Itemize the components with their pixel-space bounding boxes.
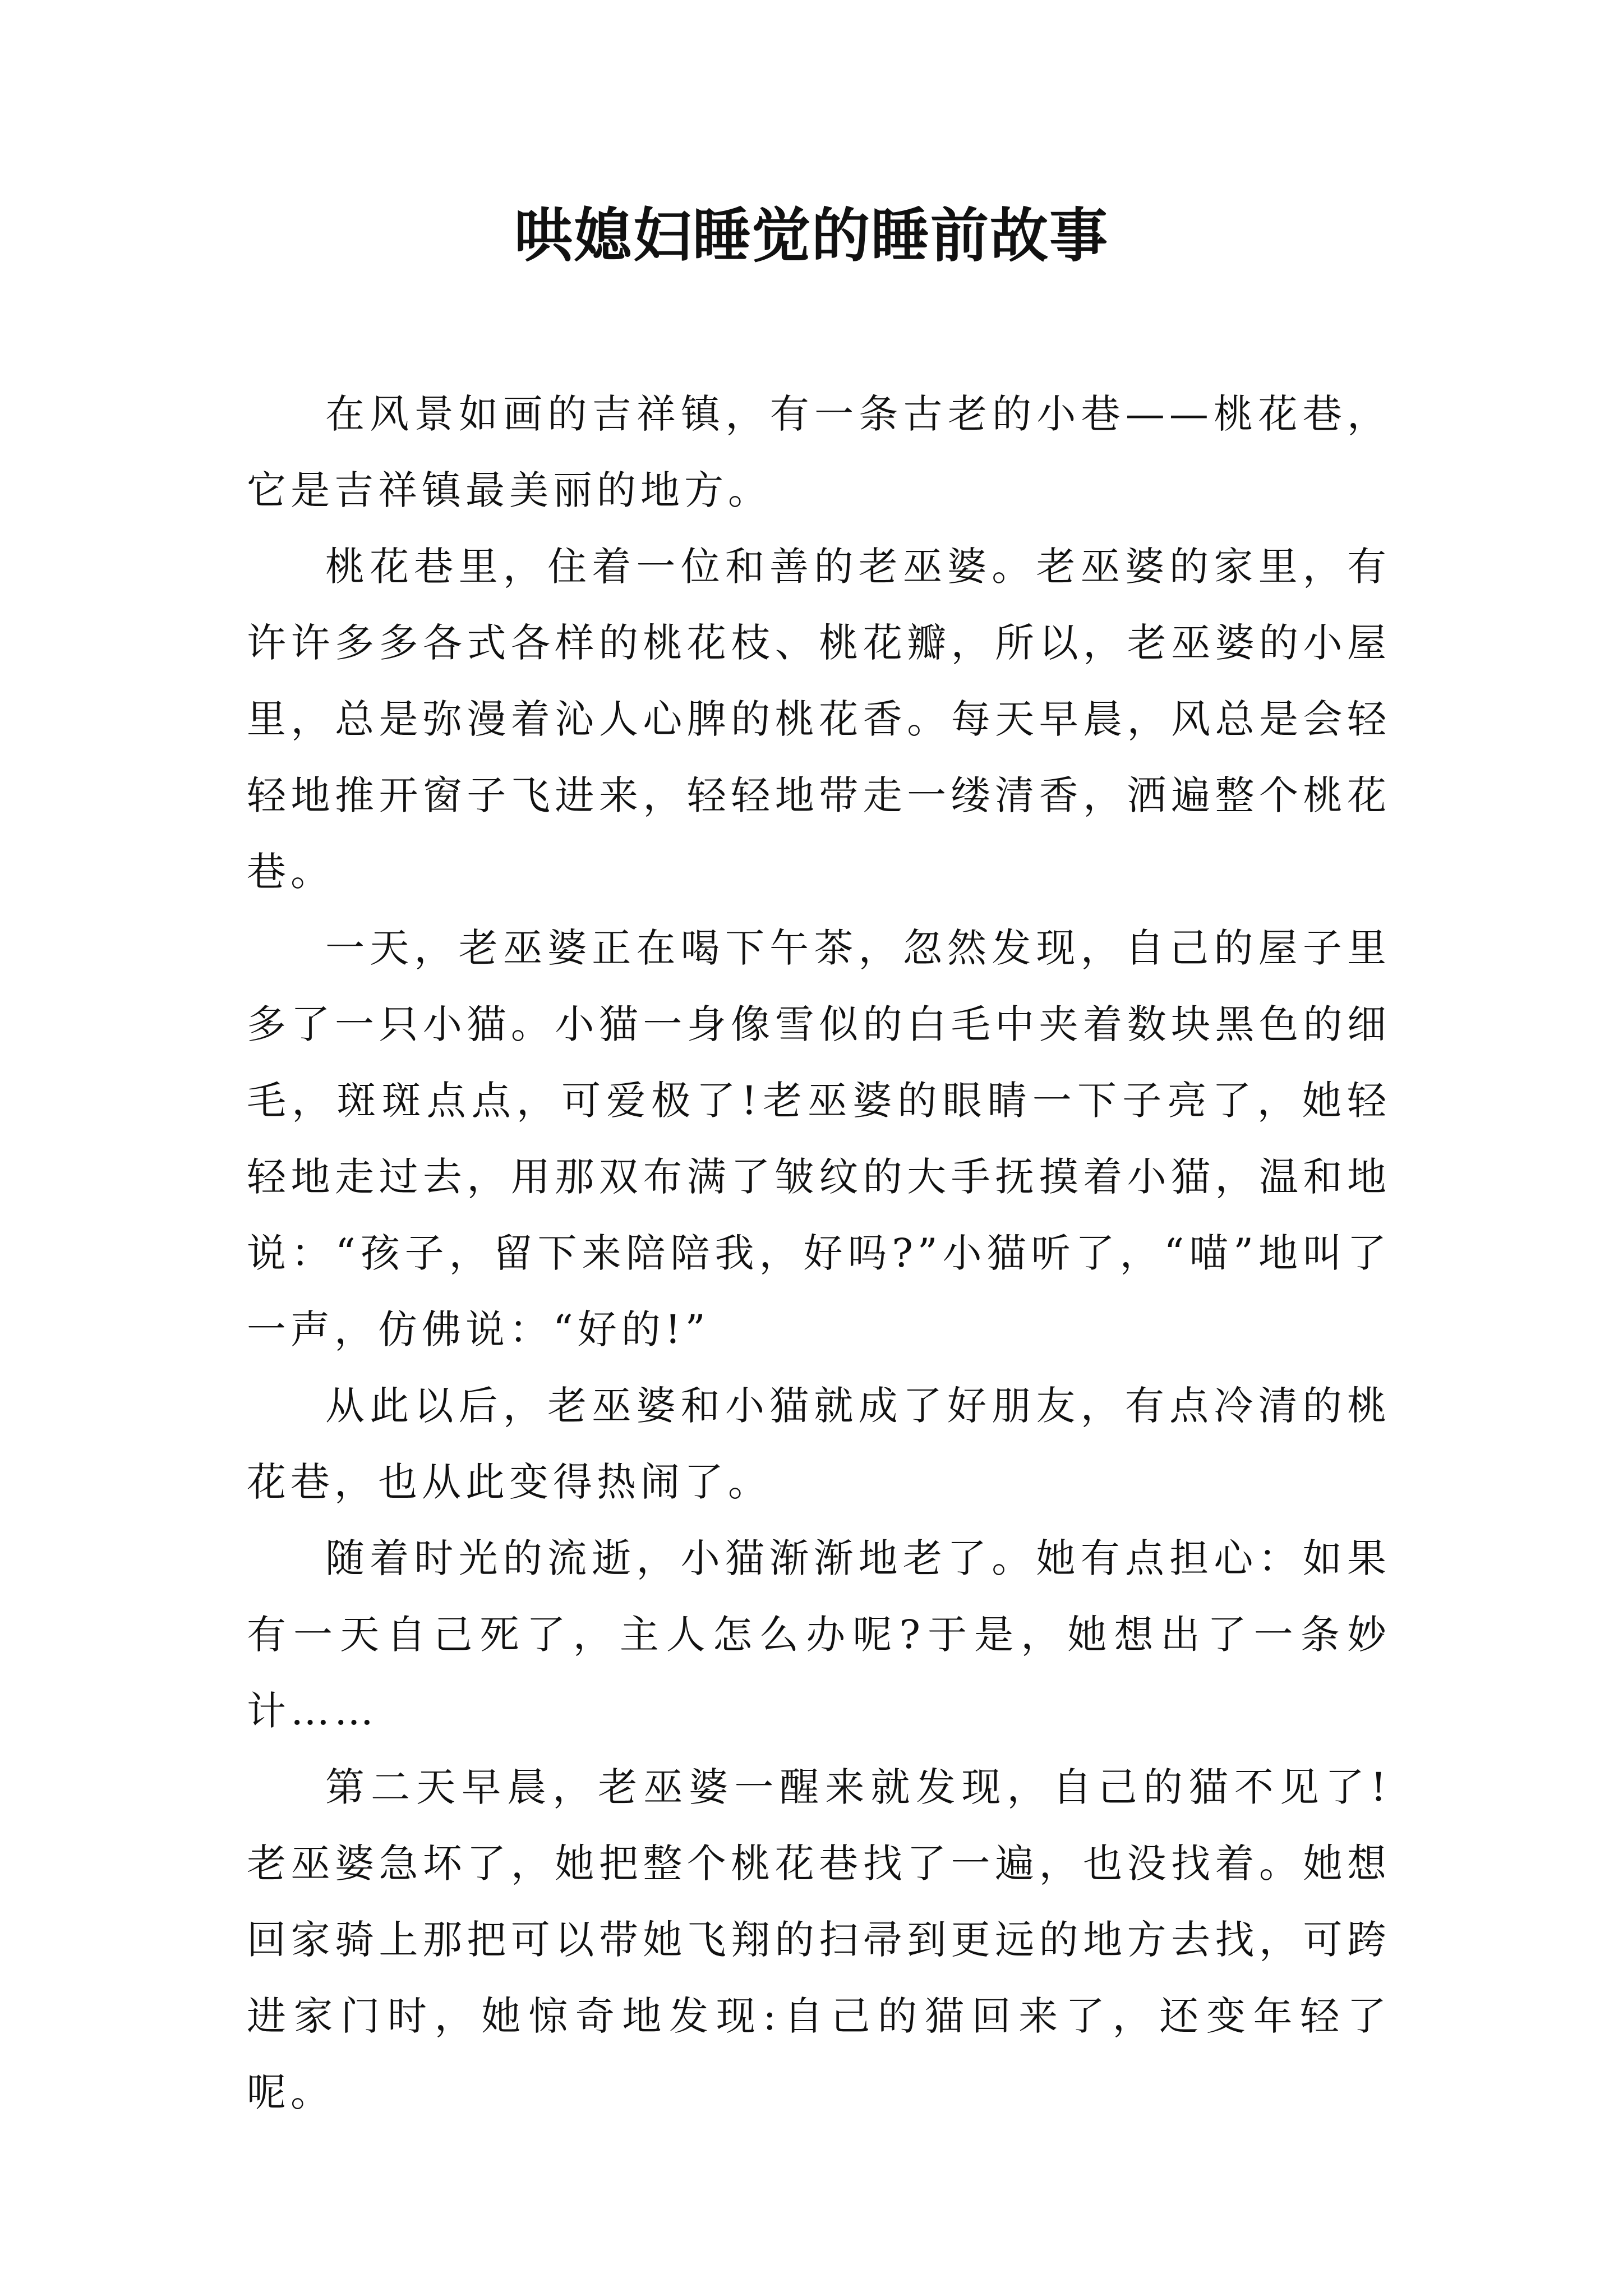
story-paragraph: 第二天早晨，老巫婆一醒来就发现，自己的猫不见了!老巫婆急坏了，她把整个桃花巷找了一遍，也没找着。她想回家骑上那把可以带她飞翔的扫帚到更远的地方去找，可跨进家门时，她惊奇地发现:自己的猫回来了，还变年轻了呢。	[247, 1764, 1391, 2115]
story-paragraph: 桃花巷里，住着一位和善的老巫婆。老巫婆的家里，有许许多多各式各样的桃花枝、桃花瓣，所以，老巫婆的小屋里，总是弥漫着沁人心脾的桃花香。每天早晨，风总是会轻轻地推开窗子飞进来，轻轻地带走一缕清香，洒遍整个桃花巷。	[247, 544, 1391, 895]
story-body	[247, 376, 1391, 2131]
story-paragraph: 在风景如画的吉祥镇，有一条古老的小巷——桃花巷，它是吉祥镇最美丽的地方。	[247, 391, 1391, 513]
story-paragraph: 从此以后，老巫婆和小猫就成了好朋友，有点冷清的桃花巷，也从此变得热闹了。	[247, 1383, 1391, 1505]
story-paragraph: 随着时光的流逝，小猫渐渐地老了。她有点担心：如果有一天自己死了，主人怎么办呢?于是，她想出了一条妙计……	[247, 1535, 1391, 1734]
story-paragraph: 一天，老巫婆正在喝下午茶，忽然发现，自己的屋子里多了一只小猫。小猫一身像雪似的白毛中夹着数块黑色的细毛，斑斑点点，可爱极了!老巫婆的眼睛一下子亮了，她轻轻地走过去，用那双布满了皱纹的大手抚摸着小猫，温和地说：“孩子，留下来陪陪我，好吗?”小猫听了，“喵”地叫了一声，仿佛说：“好的!”	[247, 925, 1391, 1352]
document-title: 哄媳妇睡觉的睡前故事	[514, 201, 1109, 270]
